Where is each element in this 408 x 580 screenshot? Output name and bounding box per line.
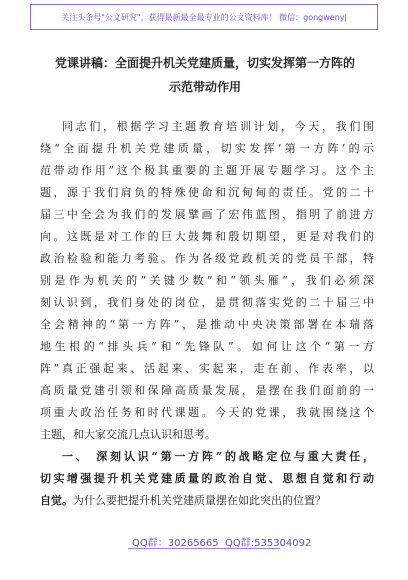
intro-line: 地生根的“排头兵”和“先锋队”。如何让这个“第一方 [40, 340, 374, 353]
intro-line: 全会精神的“第一方阵”，是推动中央决策部署在本瑞落 [40, 318, 374, 331]
section-question: 为什么要把提升机关党建质量摆在如此突出的位置？ [73, 494, 326, 507]
intro-line: 项重大政治任务和时代课题。今天的党课，我就围绕这个 [40, 406, 374, 419]
footer [30, 534, 378, 552]
section-heading-end: 自觉。 [40, 494, 73, 507]
intro-line: 别是作为机关的“关键少数”和“领头雁”，我们必须深 [40, 274, 374, 287]
intro-line: 主题，和大家交流几点认识和思考。 [40, 428, 216, 441]
section-heading-line: 一、 深刻认识“第一方阵”的战略定位与重大责任， [62, 450, 374, 463]
intro-line: 范带动作用”这个极其重要的主题开展专题学习。这个主 [40, 164, 374, 177]
header-note: 关注头条号"公文研究"，获得最新最全最专业的公文资料库！ 微信：gongwenyj [30, 4, 378, 30]
intro-line: 题，源于我们肩负的特殊使命和沉甸甸的责任。党的二十 [40, 186, 374, 199]
title-line-1: 党课讲稿：全面提升机关党建质量，切实发挥第一方阵的 [54, 56, 355, 70]
section-heading-line [40, 490, 374, 512]
qq-group-2: QQ群:535304092 [225, 538, 312, 549]
intro-line: 同志们，根据学习主题教育培训计划，今天，我们围 [62, 120, 374, 133]
intro-line: 绕“全面提升机关党建质量，切实发挥‘第一方阵’的示 [40, 142, 374, 155]
footer-rule [128, 548, 280, 549]
qq-group-1: QQ群：30265665 [132, 538, 219, 549]
intro-line: 政治检验和能力考验。作为各级党政机关的党员干部，特 [40, 252, 374, 265]
title-line-2: 示范带动作用 [168, 80, 241, 94]
intro-paragraph [40, 116, 374, 446]
section-heading [40, 446, 374, 512]
intro-line: 向。这既是对工作的巨大鼓舞和殷切期望，更是对我们的 [40, 230, 374, 243]
intro-line: 刻认识到，我们身处的岗位，是贯彻落实党的二十届三中 [40, 296, 374, 309]
intro-line: 高质量党建引领和保障高质量发展，是摆在我们面前的一 [40, 384, 374, 397]
document-title [30, 51, 380, 99]
section-heading-line: 切实增强提升机关党建质量的政治自觉、思想自觉和行动 [40, 472, 374, 485]
intro-line: 阵”真正强起来、活起来、实起来，走在前、作表率，以 [40, 362, 374, 375]
intro-line: 届三中全会为我们的发展擘画了宏伟蓝图，指明了前进方 [40, 208, 374, 221]
